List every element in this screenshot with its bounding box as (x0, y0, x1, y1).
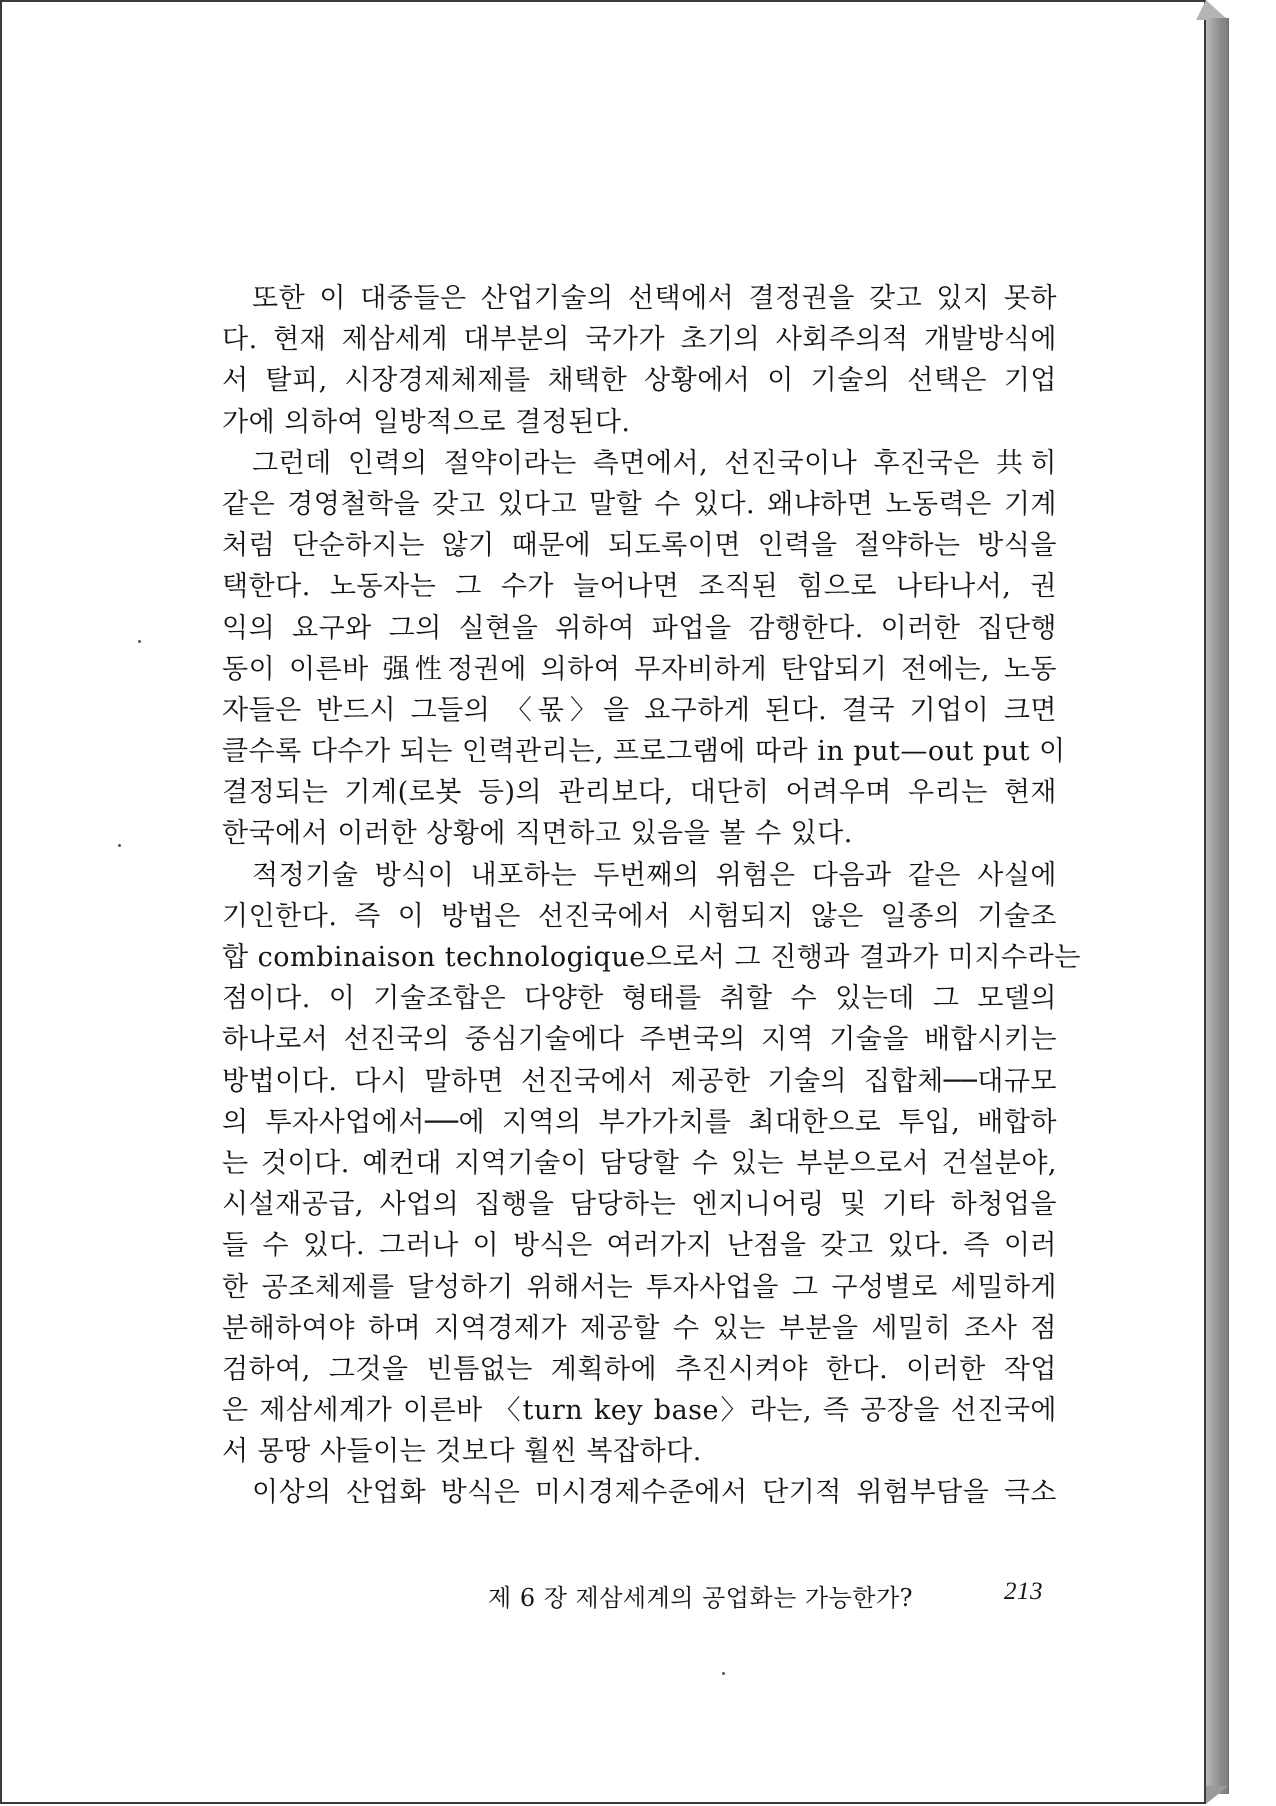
scan-speck (118, 844, 121, 847)
scan-speck (722, 1672, 725, 1675)
text-line: 하나로서 선진국의 중심기술에다 주변국의 지역 기술을 배합시키는 (222, 1024, 1057, 1056)
text-line: 는 것이다. 예컨대 지역기술이 담당할 수 있는 부분으로서 건설분야, (222, 1147, 1057, 1179)
text-line: 방법이다. 다시 말하면 선진국에서 제공한 기술의 집합체──대규모 (222, 1065, 1057, 1097)
text-line: 서 탈피, 시장경제체제를 채택한 상황에서 이 기술의 선택은 기업 (222, 365, 1057, 397)
chapter-title: 제 6 장 제삼세계의 공업화는 가능한가? (488, 1584, 914, 1612)
text-line: 다. 현재 제삼세계 대부분의 국가가 초기의 사회주의적 개발방식에 (222, 324, 1057, 356)
text-line: 분해하여야 하며 지역경제가 제공할 수 있는 부분을 세밀히 조사 점 (222, 1312, 1057, 1344)
text-line: 한국에서 이러한 상황에 직면하고 있음을 볼 수 있다. (222, 818, 853, 850)
text-line: 자들은 반드시 그들의 〈몫〉을 요구하게 된다. 결국 기업이 크면 (222, 694, 1057, 726)
text-line: 처럼 단순하지는 않기 때문에 되도록이면 인력을 절약하는 방식을 (222, 530, 1057, 562)
text-line: 택한다. 노동자는 그 수가 늘어나면 조직된 힘으로 나타나서, 권 (222, 571, 1057, 603)
scan-speck (138, 640, 141, 643)
text-line: 이상의 산업화 방식은 미시경제수준에서 단기적 위험부담을 극소 (252, 1477, 1057, 1509)
text-line: 적정기술 방식이 내포하는 두번째의 위험은 다음과 같은 사실에 (252, 859, 1057, 891)
text-line: 점이다. 이 기술조합은 다양한 형태를 취할 수 있는데 그 모델의 (222, 983, 1057, 1015)
text-line: 은 제삼세계가 이른바 〈turn key base〉라는, 즉 공장을 선진국에 (222, 1395, 1057, 1427)
running-footer (488, 1578, 1043, 1613)
page-stack-edge-bottom (1206, 1786, 1228, 1804)
page-number: 213 (1004, 1578, 1043, 1605)
text-line: 그런데 인력의 절약이라는 측면에서, 선진국이나 후진국은 共히 (252, 447, 1057, 479)
page-stack-edge (1206, 18, 1229, 1794)
text-line: 가에 의하여 일방적으로 결정된다. (222, 406, 631, 438)
text-line: 기인한다. 즉 이 방법은 선진국에서 시험되지 않은 일종의 기술조 (222, 900, 1057, 932)
text-line: 합 combinaison technologique으로서 그 진행과 결과가 미지수라는 (222, 942, 1081, 973)
page-stack-edge-top (1196, 0, 1228, 20)
text-line: 검하여, 그것을 빈틈없는 계획하에 추진시켜야 한다. 이러한 작업 (222, 1353, 1057, 1385)
text-line: 의 투자사업에서──에 지역의 부가가치를 최대한으로 투입, 배합하 (222, 1106, 1057, 1138)
text-line: 서 몽땅 사들이는 것보다 훨씬 복잡하다. (222, 1436, 702, 1468)
text-line: 들 수 있다. 그러나 이 방식은 여러가지 난점을 갖고 있다. 즉 이러 (222, 1230, 1057, 1262)
text-line: 결정되는 기계(로봇 등)의 관리보다, 대단히 어려우며 우리는 현재 (222, 777, 1057, 809)
text-line: 또한 이 대중들은 산업기술의 선택에서 결정권을 갖고 있지 못하 (252, 283, 1057, 314)
text-line: 익의 요구와 그의 실현을 위하여 파업을 감행한다. 이러한 집단행 (222, 612, 1057, 644)
body-text (222, 278, 1081, 1514)
text-line: 시설재공급, 사업의 집행을 담당하는 엔지니어링 및 기타 하청업을 (222, 1189, 1057, 1221)
text-line: 같은 경영철학을 갖고 있다고 말할 수 있다. 왜냐하면 노동력은 기계 (222, 488, 1057, 520)
text-line: 동이 이른바 强性정권에 의하여 무자비하게 탄압되기 전에는, 노동 (222, 653, 1057, 685)
text-line: 한 공조체제를 달성하기 위해서는 투자사업을 그 구성별로 세밀하게 (222, 1271, 1057, 1303)
text-line: 클수록 다수가 되는 인력관리는, 프로그램에 따라 in put—out put 이 (222, 736, 1066, 768)
